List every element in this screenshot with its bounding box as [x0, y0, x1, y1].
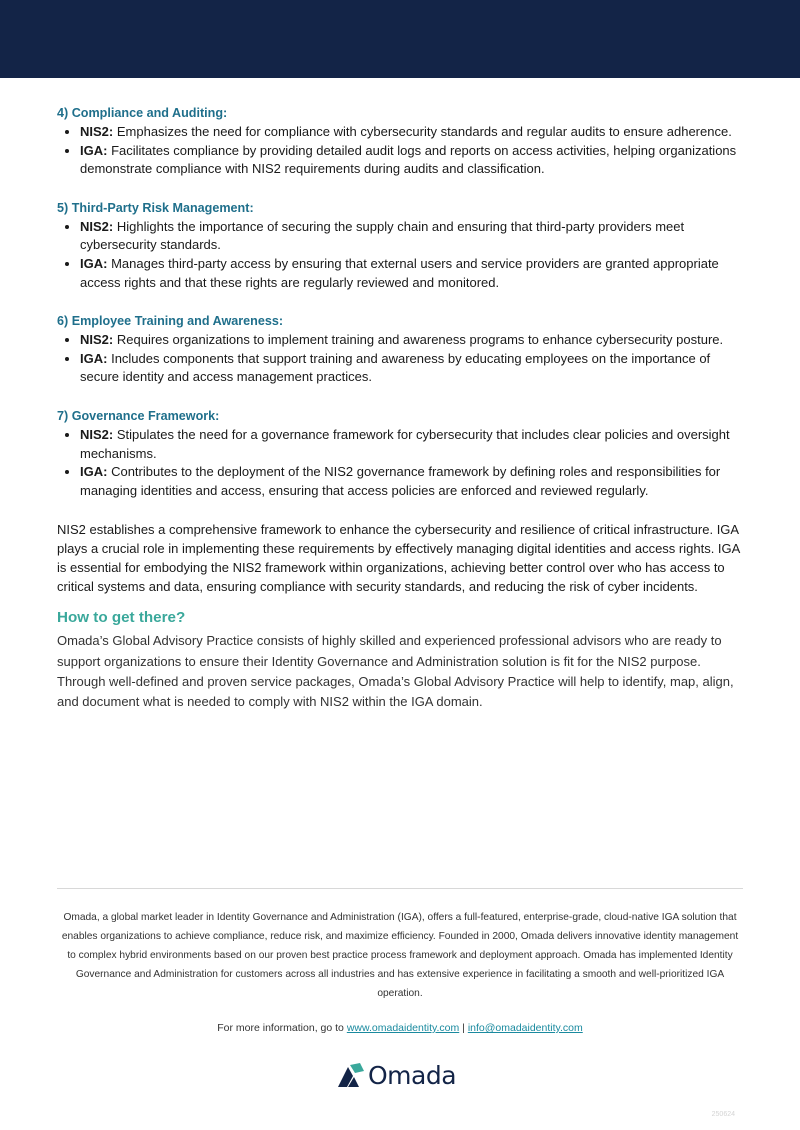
email-link[interactable]: info@omadaidentity.com: [467, 1022, 583, 1034]
more-info-prefix: For more information, go to: [217, 1022, 347, 1034]
section-employee-training: [57, 312, 747, 387]
omada-logo-icon: [338, 1063, 364, 1087]
company-about: Omada, a global market leader in Identity Governance and Administration (IGA), offers a full-featured, enterprise-grade, cloud-native IGA solution that enables organizations to achieve compliance, reduce risk, and maximize efficiency. Founded in 2000, Omada delivers innovative identity management to complex hybrid environments based on our proven best practice process framework and deployment approach. Omada has implemented Identity Governance and Administration for customers across all industries and has extensive experience in facilitating a smooth and well-prioritized IGA operation.: [61, 912, 739, 999]
document-number: 250624: [711, 1111, 735, 1118]
list-item: [80, 463, 747, 500]
logo-wordmark: Omada: [368, 1060, 457, 1090]
main-content: [57, 104, 747, 712]
website-link[interactable]: www.omadaidentity.com: [346, 1022, 460, 1034]
bullet-label: NIS2:: [80, 426, 114, 442]
bullet-text: Includes components that support training and awareness by educating employees on the importance of secure identity and access management practices.: [80, 350, 711, 385]
list-item: [80, 331, 747, 350]
bullet-list: [57, 123, 747, 179]
summary-paragraph: NIS2 establishes a comprehensive framework to enhance the cybersecurity and resilience of critical infrastructure. IGA plays a crucial role in implementing these requirements by effectively managing digital identities and access rights. IGA is essential for embodying the NIS2 framework within organizations, achieving better control over who has access to critical systems and data, ensuring compliance with security standards, and reducing the risk of cyber incidents.: [57, 522, 740, 595]
bullet-text: Manages third-party access by ensuring that external users and service providers are granted appropriate access rights and that these rights are regularly reviewed and monitored.: [80, 255, 719, 290]
bullet-list: [57, 331, 747, 387]
section-governance-framework: [57, 407, 747, 500]
bullet-text: Facilitates compliance by providing detailed audit logs and reports on access activities, helping organizations demonstrate compliance with NIS2 requirements during audits and classification.: [80, 142, 737, 177]
bullet-label: IGA:: [80, 350, 108, 366]
section-title: 4) Compliance and Auditing:: [57, 106, 228, 120]
how-to-get-there-heading: How to get there?: [57, 609, 186, 627]
section-title: 5) Third-Party Risk Management:: [57, 200, 254, 215]
bullet-label: NIS2:: [80, 218, 114, 234]
list-item: [80, 123, 747, 142]
footer-divider: [57, 888, 743, 889]
section-title: 7) Governance Framework:: [57, 408, 220, 423]
more-info-line: [57, 1022, 743, 1034]
bullet-label: IGA:: [80, 464, 108, 480]
section-compliance-auditing: [57, 104, 747, 179]
bullet-text: Stipulates the need for a governance framework for cybersecurity that includes clear policies and oversight mechanisms.: [80, 426, 730, 461]
section-title: 6) Employee Training and Awareness:: [57, 314, 284, 329]
bullet-label: IGA:: [80, 142, 108, 158]
section-third-party-risk: [57, 199, 747, 292]
bullet-text: Contributes to the deployment of the NIS2 governance framework by defining roles and responsibilities for managing identities and access, ensuring that access policies are enforced and reviewed regularly.: [80, 464, 721, 498]
bullet-text: Requires organizations to implement training and awareness programs to enhance cybersecurity posture.: [116, 332, 724, 348]
list-item: [80, 426, 747, 463]
list-item: [80, 218, 747, 255]
bullet-list: [57, 426, 747, 500]
bullet-label: IGA:: [80, 255, 108, 271]
how-to-get-there-paragraph: Omada’s Global Advisory Practice consists of highly skilled and experienced professional advisors who are ready to support organizations to ensure their Identity Governance and Administration solution is fit for the NIS2 purpose. Through well-defined and proven service packages, Omada’s Global Advisory Practice will help to identify, map, align, and document what is needed to comply with NIS2 within the IGA domain.: [57, 633, 734, 709]
list-item: [80, 255, 747, 292]
omada-logo: [338, 1061, 456, 1089]
bullet-label: NIS2:: [80, 332, 114, 348]
list-item: [80, 142, 747, 179]
bullet-label: NIS2:: [80, 124, 114, 139]
link-separator: |: [459, 1022, 468, 1034]
list-item: [80, 350, 747, 387]
bullet-text: Emphasizes the need for compliance with cybersecurity standards and regular audits to ensure adherence.: [116, 124, 732, 139]
bullet-list: [57, 218, 747, 292]
bullet-text: Highlights the importance of securing the supply chain and ensuring that third-party providers meet cybersecurity standards.: [80, 218, 685, 253]
header-bar: [0, 0, 800, 78]
